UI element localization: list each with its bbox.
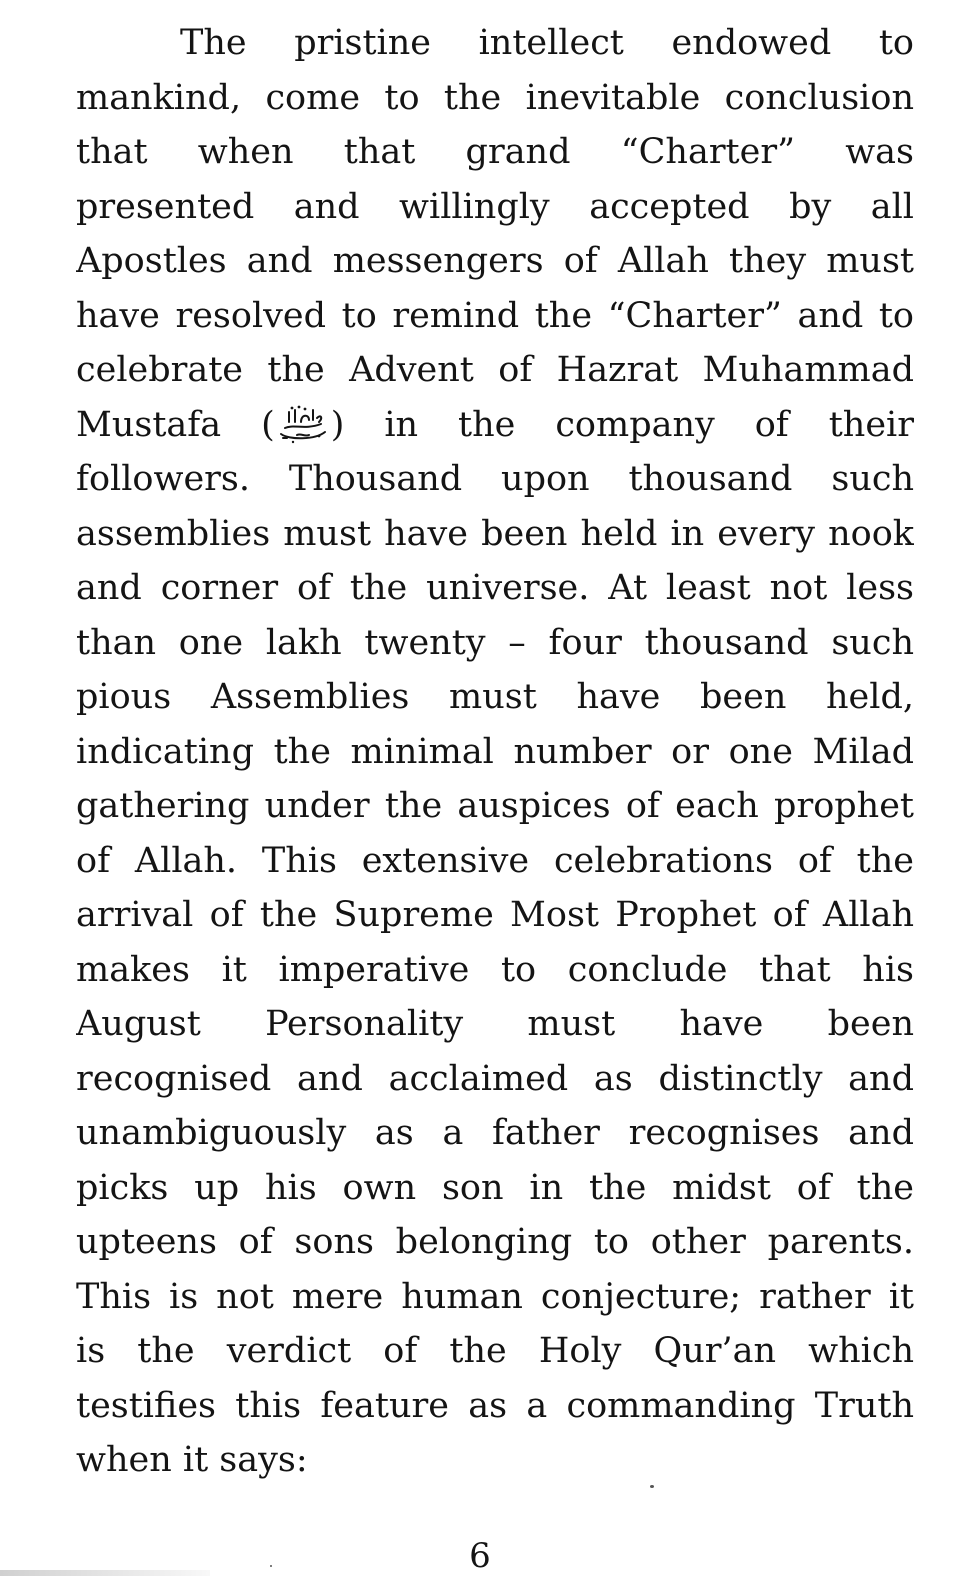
text-line: arrival of the Supreme Most Prophet of Allah <box>76 895 914 935</box>
text-line: gathering under the auspices of each prophet <box>76 786 914 826</box>
text-line: and corner of the universe. At least not less <box>76 568 914 608</box>
text-line: that when that grand “Charter” was <box>76 132 914 172</box>
text-line: celebrate the Advent of Hazrat Muhammad <box>76 350 914 390</box>
text-line: makes it imperative to conclude that his <box>76 949 914 990</box>
text-line: testifies this feature as a commanding Truth <box>76 1385 914 1426</box>
open-paren: ( <box>261 404 275 445</box>
text-line: indicating the minimal number or one Milad <box>76 731 914 772</box>
text-line: assemblies must have been held in every nook <box>76 513 914 554</box>
text-line: when it says: <box>76 1440 308 1480</box>
text-line: upteens of sons belonging to other parents. <box>76 1222 914 1262</box>
text-line: Apostles and messengers of Allah they must <box>76 241 914 281</box>
text-line: recognised and acclaimed as distinctly and <box>76 1058 914 1099</box>
text-line: picks up his own son in the midst of the <box>76 1167 914 1208</box>
text-line: have resolved to remind the “Charter” and to <box>76 295 914 336</box>
text-fragment: Mustafa <box>76 404 222 445</box>
text-line: August Personality must have been <box>76 1004 914 1044</box>
text-line: pious Assemblies must have been held, <box>76 677 914 717</box>
scan-edge-smudge <box>0 1570 210 1576</box>
text-line: than one lakh twenty – four thousand such <box>76 622 914 663</box>
text-line: followers. Thousand upon thousand such <box>76 459 914 499</box>
text-line: The pristine intellect endowed to <box>180 23 914 63</box>
text-line: mankind, come to the inevitable conclusion <box>76 77 914 118</box>
text-line: is the verdict of the Holy Qur’an which <box>76 1331 914 1371</box>
body-paragraph <box>76 16 914 1488</box>
text-line-with-salutation <box>76 398 914 453</box>
page-number: 6 <box>469 1536 491 1576</box>
arabic-salutation-icon <box>275 404 331 444</box>
scan-speck <box>650 1485 654 1488</box>
text-line: This is not mere human conjecture; rather it <box>76 1276 914 1317</box>
text-line: unambiguously as a father recognises and <box>76 1113 914 1153</box>
text-line: presented and willingly accepted by all <box>76 186 914 227</box>
text-line: of Allah. This extensive celebrations of the <box>76 840 914 881</box>
close-paren: ) <box>330 404 345 445</box>
text-fragment: in the company of their <box>384 404 914 445</box>
